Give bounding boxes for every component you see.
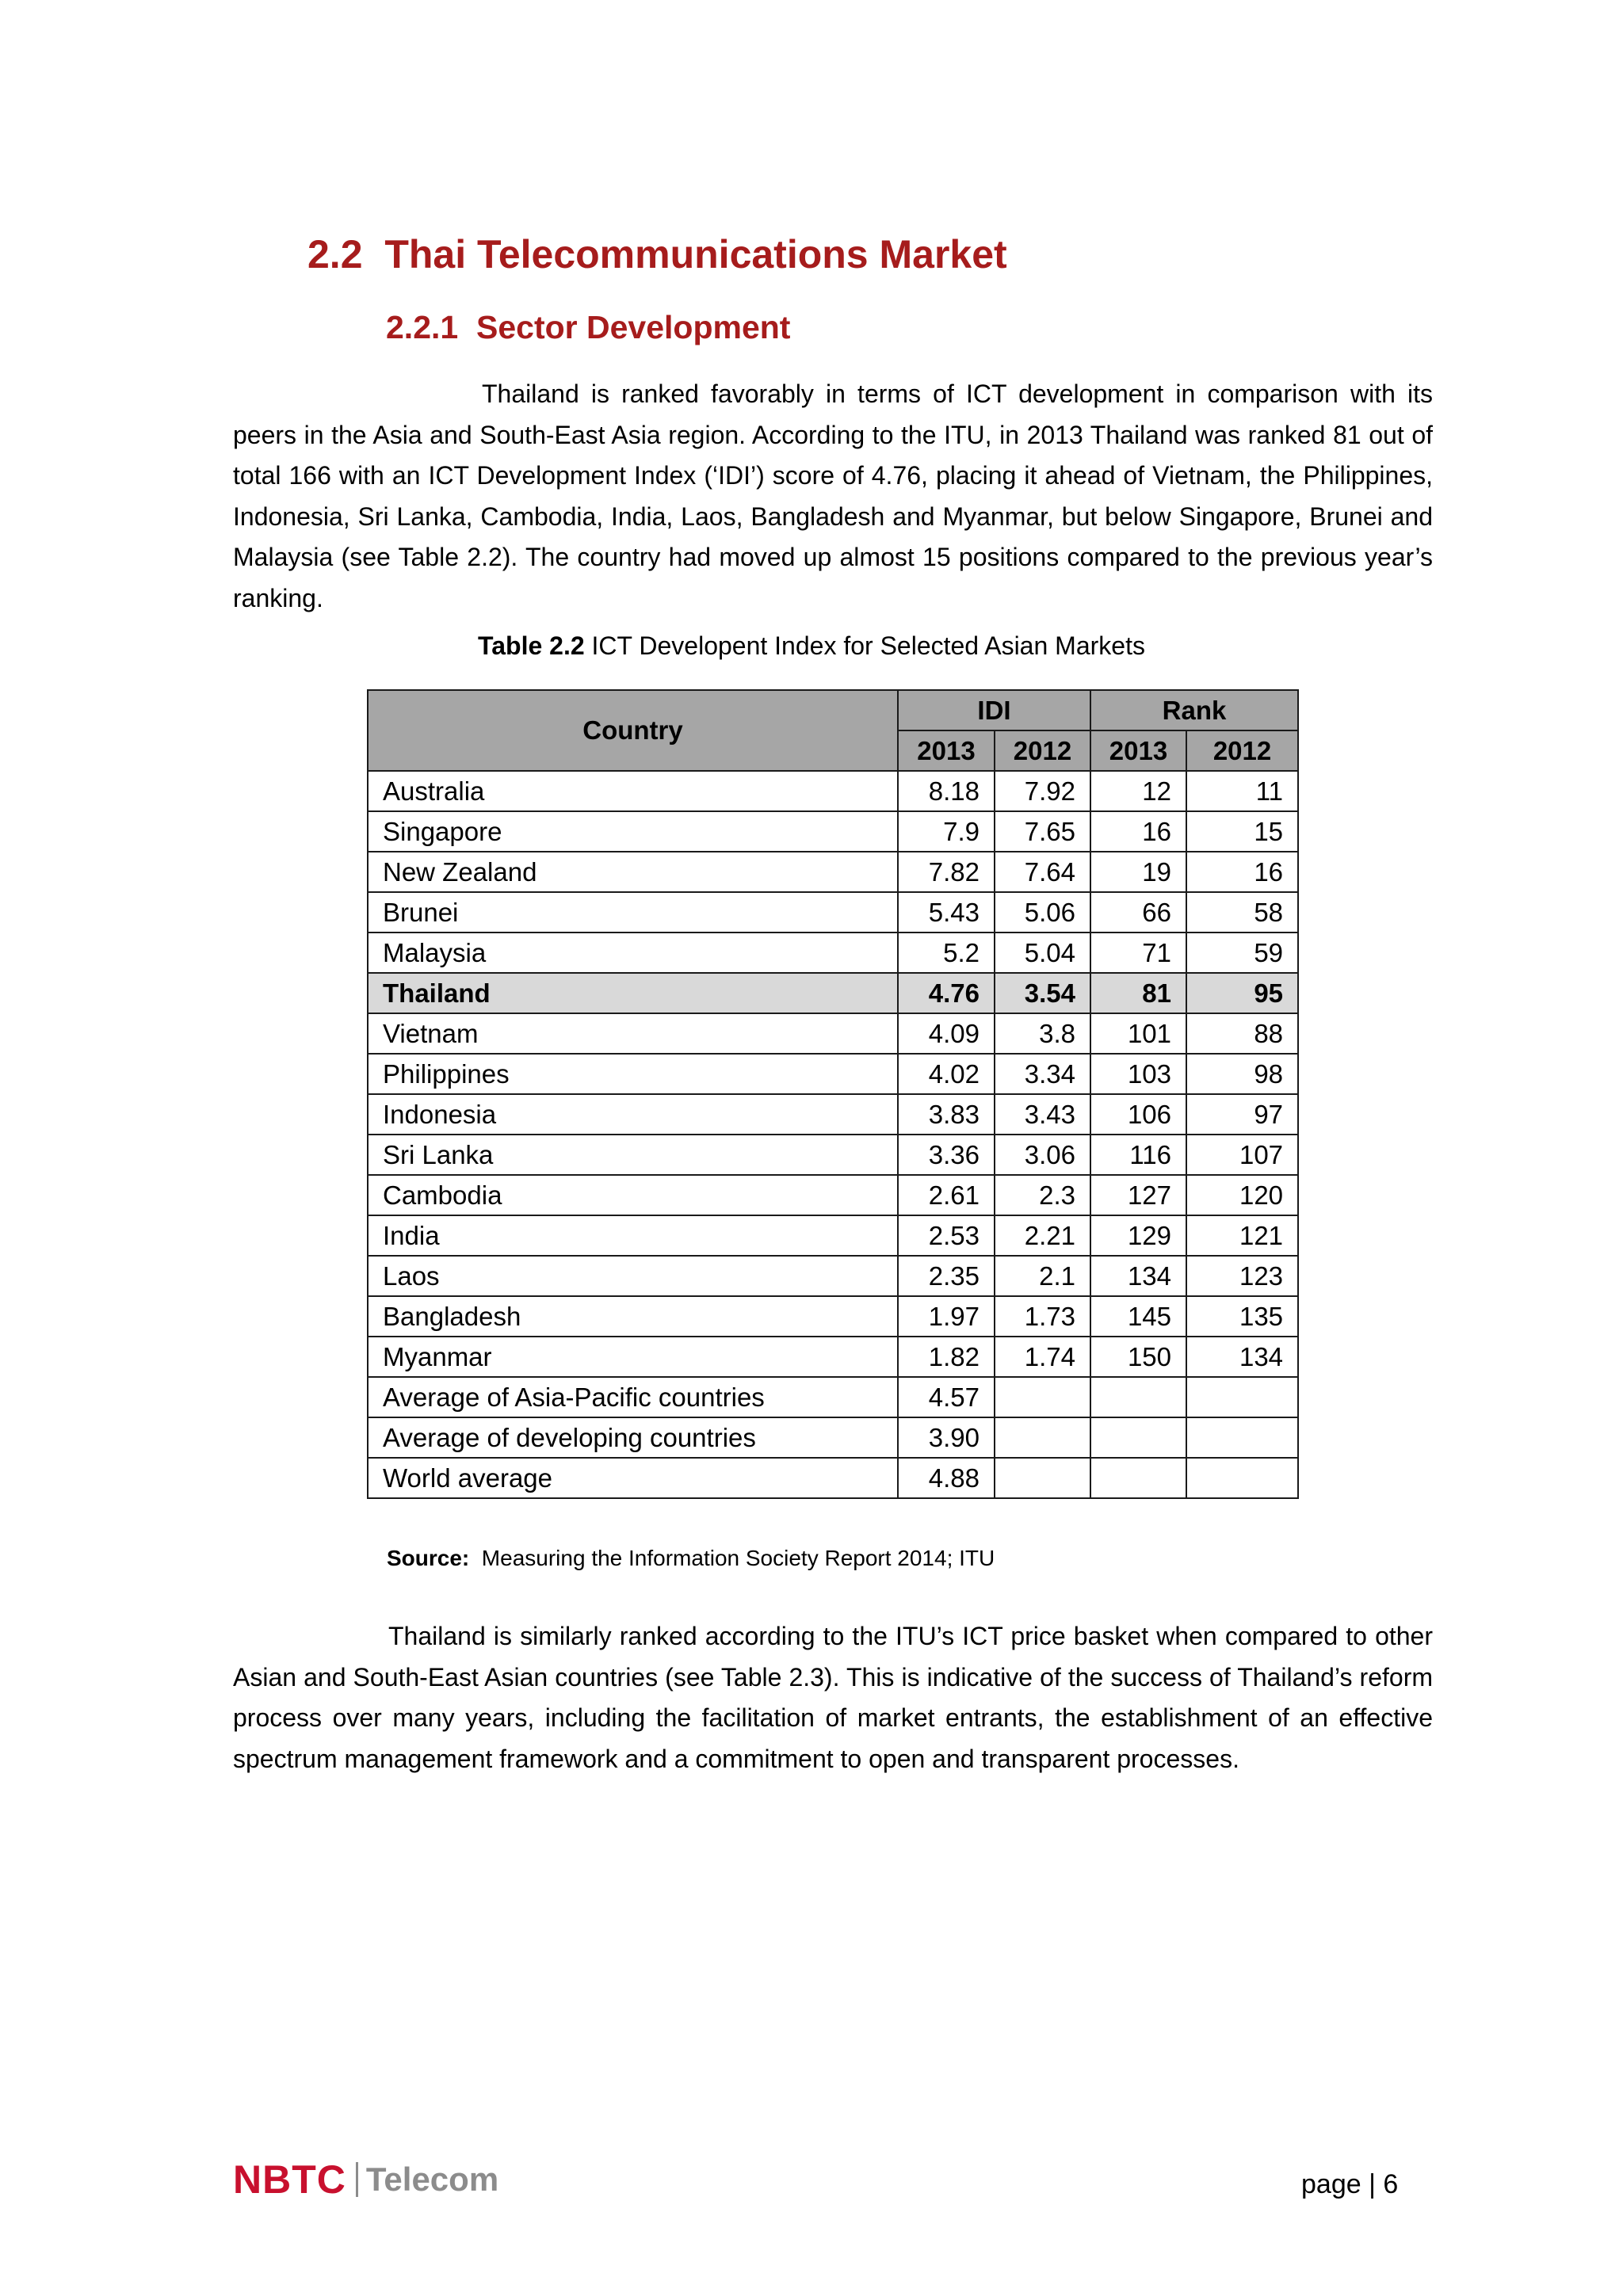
table-row — [368, 1094, 1298, 1135]
country-cell: Laos — [368, 1256, 898, 1296]
table-header-row — [368, 690, 1298, 730]
table-row — [368, 1337, 1298, 1377]
section-title: Thai Telecommunications Market — [384, 232, 1007, 277]
country-cell: Malaysia — [368, 933, 898, 973]
table-row — [368, 771, 1298, 811]
rank-2012-cell: 135 — [1186, 1296, 1298, 1337]
country-cell: Cambodia — [368, 1175, 898, 1215]
idi-2012-cell: 7.92 — [995, 771, 1090, 811]
rank-2012-cell: 15 — [1186, 811, 1298, 852]
rank-2012-cell: 95 — [1186, 973, 1298, 1013]
intro-paragraph: Thailand is ranked favorably in terms of ICT development in comparison with its peers in the Asia and South-East Asia region. According to the ITU, in 2013 Thailand was ranked 81 out of total 166 with an ICT Development Index (‘IDI’) score of 4.76, placing it ahead of Vietnam, the Philippines, Indonesia, Sri Lanka, Cambodia, India, Laos, Bangladesh and Myanmar, but below Singapore, Brunei and Malaysia (see Table 2.2). The country had moved up almost 15 positions compared to the previous year’s ranking. — [233, 379, 1433, 612]
rank-2013-cell: 66 — [1090, 892, 1186, 933]
idi-2013-cell: 8.18 — [898, 771, 995, 811]
table-row — [368, 1417, 1298, 1458]
idi-2013-cell: 2.35 — [898, 1256, 995, 1296]
header-idi-2012: 2012 — [995, 730, 1090, 771]
rank-2013-cell: 101 — [1090, 1013, 1186, 1054]
table-row — [368, 1215, 1298, 1256]
subsection-heading — [386, 309, 790, 346]
country-cell: Australia — [368, 771, 898, 811]
table-row — [368, 892, 1298, 933]
country-cell: Brunei — [368, 892, 898, 933]
rank-2012-cell — [1186, 1458, 1298, 1498]
rank-2012-cell: 98 — [1186, 1054, 1298, 1094]
table-row-highlighted — [368, 973, 1298, 1013]
rank-2013-cell: 145 — [1090, 1296, 1186, 1337]
rank-2012-cell — [1186, 1417, 1298, 1458]
logo-suffix-text: Telecom — [365, 2161, 499, 2198]
rank-2013-cell: 103 — [1090, 1054, 1186, 1094]
rank-2013-cell: 127 — [1090, 1175, 1186, 1215]
idi-2012-cell: 3.34 — [995, 1054, 1090, 1094]
table-caption-label: Table 2.2 — [478, 631, 585, 660]
idi-2013-cell: 4.57 — [898, 1377, 995, 1417]
idi-2013-cell: 1.97 — [898, 1296, 995, 1337]
table-caption — [0, 631, 1623, 661]
logo-divider — [356, 2162, 358, 2197]
idi-2012-cell: 5.04 — [995, 933, 1090, 973]
header-country: Country — [368, 690, 898, 771]
rank-2012-cell: 107 — [1186, 1135, 1298, 1175]
idi-2012-cell — [995, 1458, 1090, 1498]
idi-2012-cell: 3.43 — [995, 1094, 1090, 1135]
country-cell: New Zealand — [368, 852, 898, 892]
country-cell: Average of Asia-Pacific countries — [368, 1377, 898, 1417]
header-rank-2012: 2012 — [1186, 730, 1298, 771]
table-row — [368, 933, 1298, 973]
table-row — [368, 1013, 1298, 1054]
idi-2012-cell: 1.74 — [995, 1337, 1090, 1377]
header-rank-2013: 2013 — [1090, 730, 1186, 771]
table-row — [368, 1296, 1298, 1337]
idi-2012-cell: 7.65 — [995, 811, 1090, 852]
idi-2012-cell: 3.54 — [995, 973, 1090, 1013]
country-cell: Bangladesh — [368, 1296, 898, 1337]
page-number: page | 6 — [1301, 2169, 1399, 2199]
idi-2013-cell: 7.9 — [898, 811, 995, 852]
section-heading — [307, 231, 1007, 277]
idi-2012-cell: 2.21 — [995, 1215, 1090, 1256]
table-source — [387, 1546, 995, 1571]
rank-2013-cell — [1090, 1458, 1186, 1498]
idi-2013-cell: 4.76 — [898, 973, 995, 1013]
source-text: Measuring the Information Society Report 2014; ITU — [469, 1546, 995, 1570]
table-row — [368, 1458, 1298, 1498]
idi-2012-cell: 7.64 — [995, 852, 1090, 892]
idi-2013-cell: 2.53 — [898, 1215, 995, 1256]
idi-2012-cell: 3.06 — [995, 1135, 1090, 1175]
rank-2013-cell: 12 — [1090, 771, 1186, 811]
subsection-number: 2.2.1 — [386, 309, 459, 345]
source-label: Source: — [387, 1546, 470, 1570]
idi-2012-cell — [995, 1417, 1090, 1458]
rank-2012-cell: 123 — [1186, 1256, 1298, 1296]
table-row — [368, 1135, 1298, 1175]
country-cell: Indonesia — [368, 1094, 898, 1135]
rank-2012-cell: 88 — [1186, 1013, 1298, 1054]
table-row — [368, 1175, 1298, 1215]
idi-table — [367, 689, 1299, 1499]
rank-2012-cell: 16 — [1186, 852, 1298, 892]
country-cell: World average — [368, 1458, 898, 1498]
header-idi-2013: 2013 — [898, 730, 995, 771]
table-row — [368, 811, 1298, 852]
country-cell: India — [368, 1215, 898, 1256]
rank-2012-cell: 120 — [1186, 1175, 1298, 1215]
idi-2013-cell: 1.82 — [898, 1337, 995, 1377]
table-row — [368, 1054, 1298, 1094]
rank-2012-cell: 121 — [1186, 1215, 1298, 1256]
header-rank: Rank — [1090, 690, 1298, 730]
country-cell: Myanmar — [368, 1337, 898, 1377]
country-cell: Vietnam — [368, 1013, 898, 1054]
table-row — [368, 852, 1298, 892]
price-basket-paragraph: Thailand is similarly ranked according to the ITU’s ICT price basket when compared to other Asian and South-East Asian countries (see Table 2.3). This is indicative of the success of Thailand’s reform process over many years, including the facilitation of market entrants, the establishment of an effective spectrum management framework and a commitment to open and transparent processes. — [233, 1622, 1433, 1773]
rank-2012-cell: 11 — [1186, 771, 1298, 811]
rank-2012-cell: 58 — [1186, 892, 1298, 933]
nbtc-telecom-logo — [233, 2157, 498, 2203]
idi-2013-cell: 4.09 — [898, 1013, 995, 1054]
rank-2013-cell: 150 — [1090, 1337, 1186, 1377]
rank-2012-cell: 134 — [1186, 1337, 1298, 1377]
country-cell: Singapore — [368, 811, 898, 852]
idi-2013-cell: 4.02 — [898, 1054, 995, 1094]
rank-2012-cell: 59 — [1186, 933, 1298, 973]
rank-2013-cell: 129 — [1090, 1215, 1186, 1256]
idi-2012-cell: 1.73 — [995, 1296, 1090, 1337]
rank-2013-cell — [1090, 1417, 1186, 1458]
section-number: 2.2 — [307, 232, 363, 277]
idi-2012-cell: 3.8 — [995, 1013, 1090, 1054]
country-cell: Philippines — [368, 1054, 898, 1094]
idi-2012-cell: 2.1 — [995, 1256, 1090, 1296]
idi-2013-cell: 3.36 — [898, 1135, 995, 1175]
logo-brand-text: NBTC — [233, 2157, 346, 2202]
rank-2013-cell: 81 — [1090, 973, 1186, 1013]
table-row — [368, 1377, 1298, 1417]
idi-2012-cell: 2.3 — [995, 1175, 1090, 1215]
rank-2012-cell — [1186, 1377, 1298, 1417]
rank-2013-cell: 16 — [1090, 811, 1186, 852]
idi-2013-cell: 5.2 — [898, 933, 995, 973]
idi-2013-cell: 5.43 — [898, 892, 995, 933]
rank-2013-cell — [1090, 1377, 1186, 1417]
header-idi: IDI — [898, 690, 1090, 730]
idi-2013-cell: 4.88 — [898, 1458, 995, 1498]
country-cell: Sri Lanka — [368, 1135, 898, 1175]
country-cell: Thailand — [368, 973, 898, 1013]
idi-2013-cell: 2.61 — [898, 1175, 995, 1215]
idi-2013-cell: 3.83 — [898, 1094, 995, 1135]
rank-2013-cell: 116 — [1090, 1135, 1186, 1175]
idi-2013-cell: 3.90 — [898, 1417, 995, 1458]
idi-2012-cell — [995, 1377, 1090, 1417]
rank-2013-cell: 106 — [1090, 1094, 1186, 1135]
country-cell: Average of developing countries — [368, 1417, 898, 1458]
idi-2013-cell: 7.82 — [898, 852, 995, 892]
rank-2013-cell: 71 — [1090, 933, 1186, 973]
table-row — [368, 1256, 1298, 1296]
rank-2012-cell: 97 — [1186, 1094, 1298, 1135]
subsection-title: Sector Development — [476, 309, 791, 345]
idi-2012-cell: 5.06 — [995, 892, 1090, 933]
rank-2013-cell: 134 — [1090, 1256, 1186, 1296]
table-caption-text: ICT Developent Index for Selected Asian Markets — [584, 631, 1145, 660]
rank-2013-cell: 19 — [1090, 852, 1186, 892]
